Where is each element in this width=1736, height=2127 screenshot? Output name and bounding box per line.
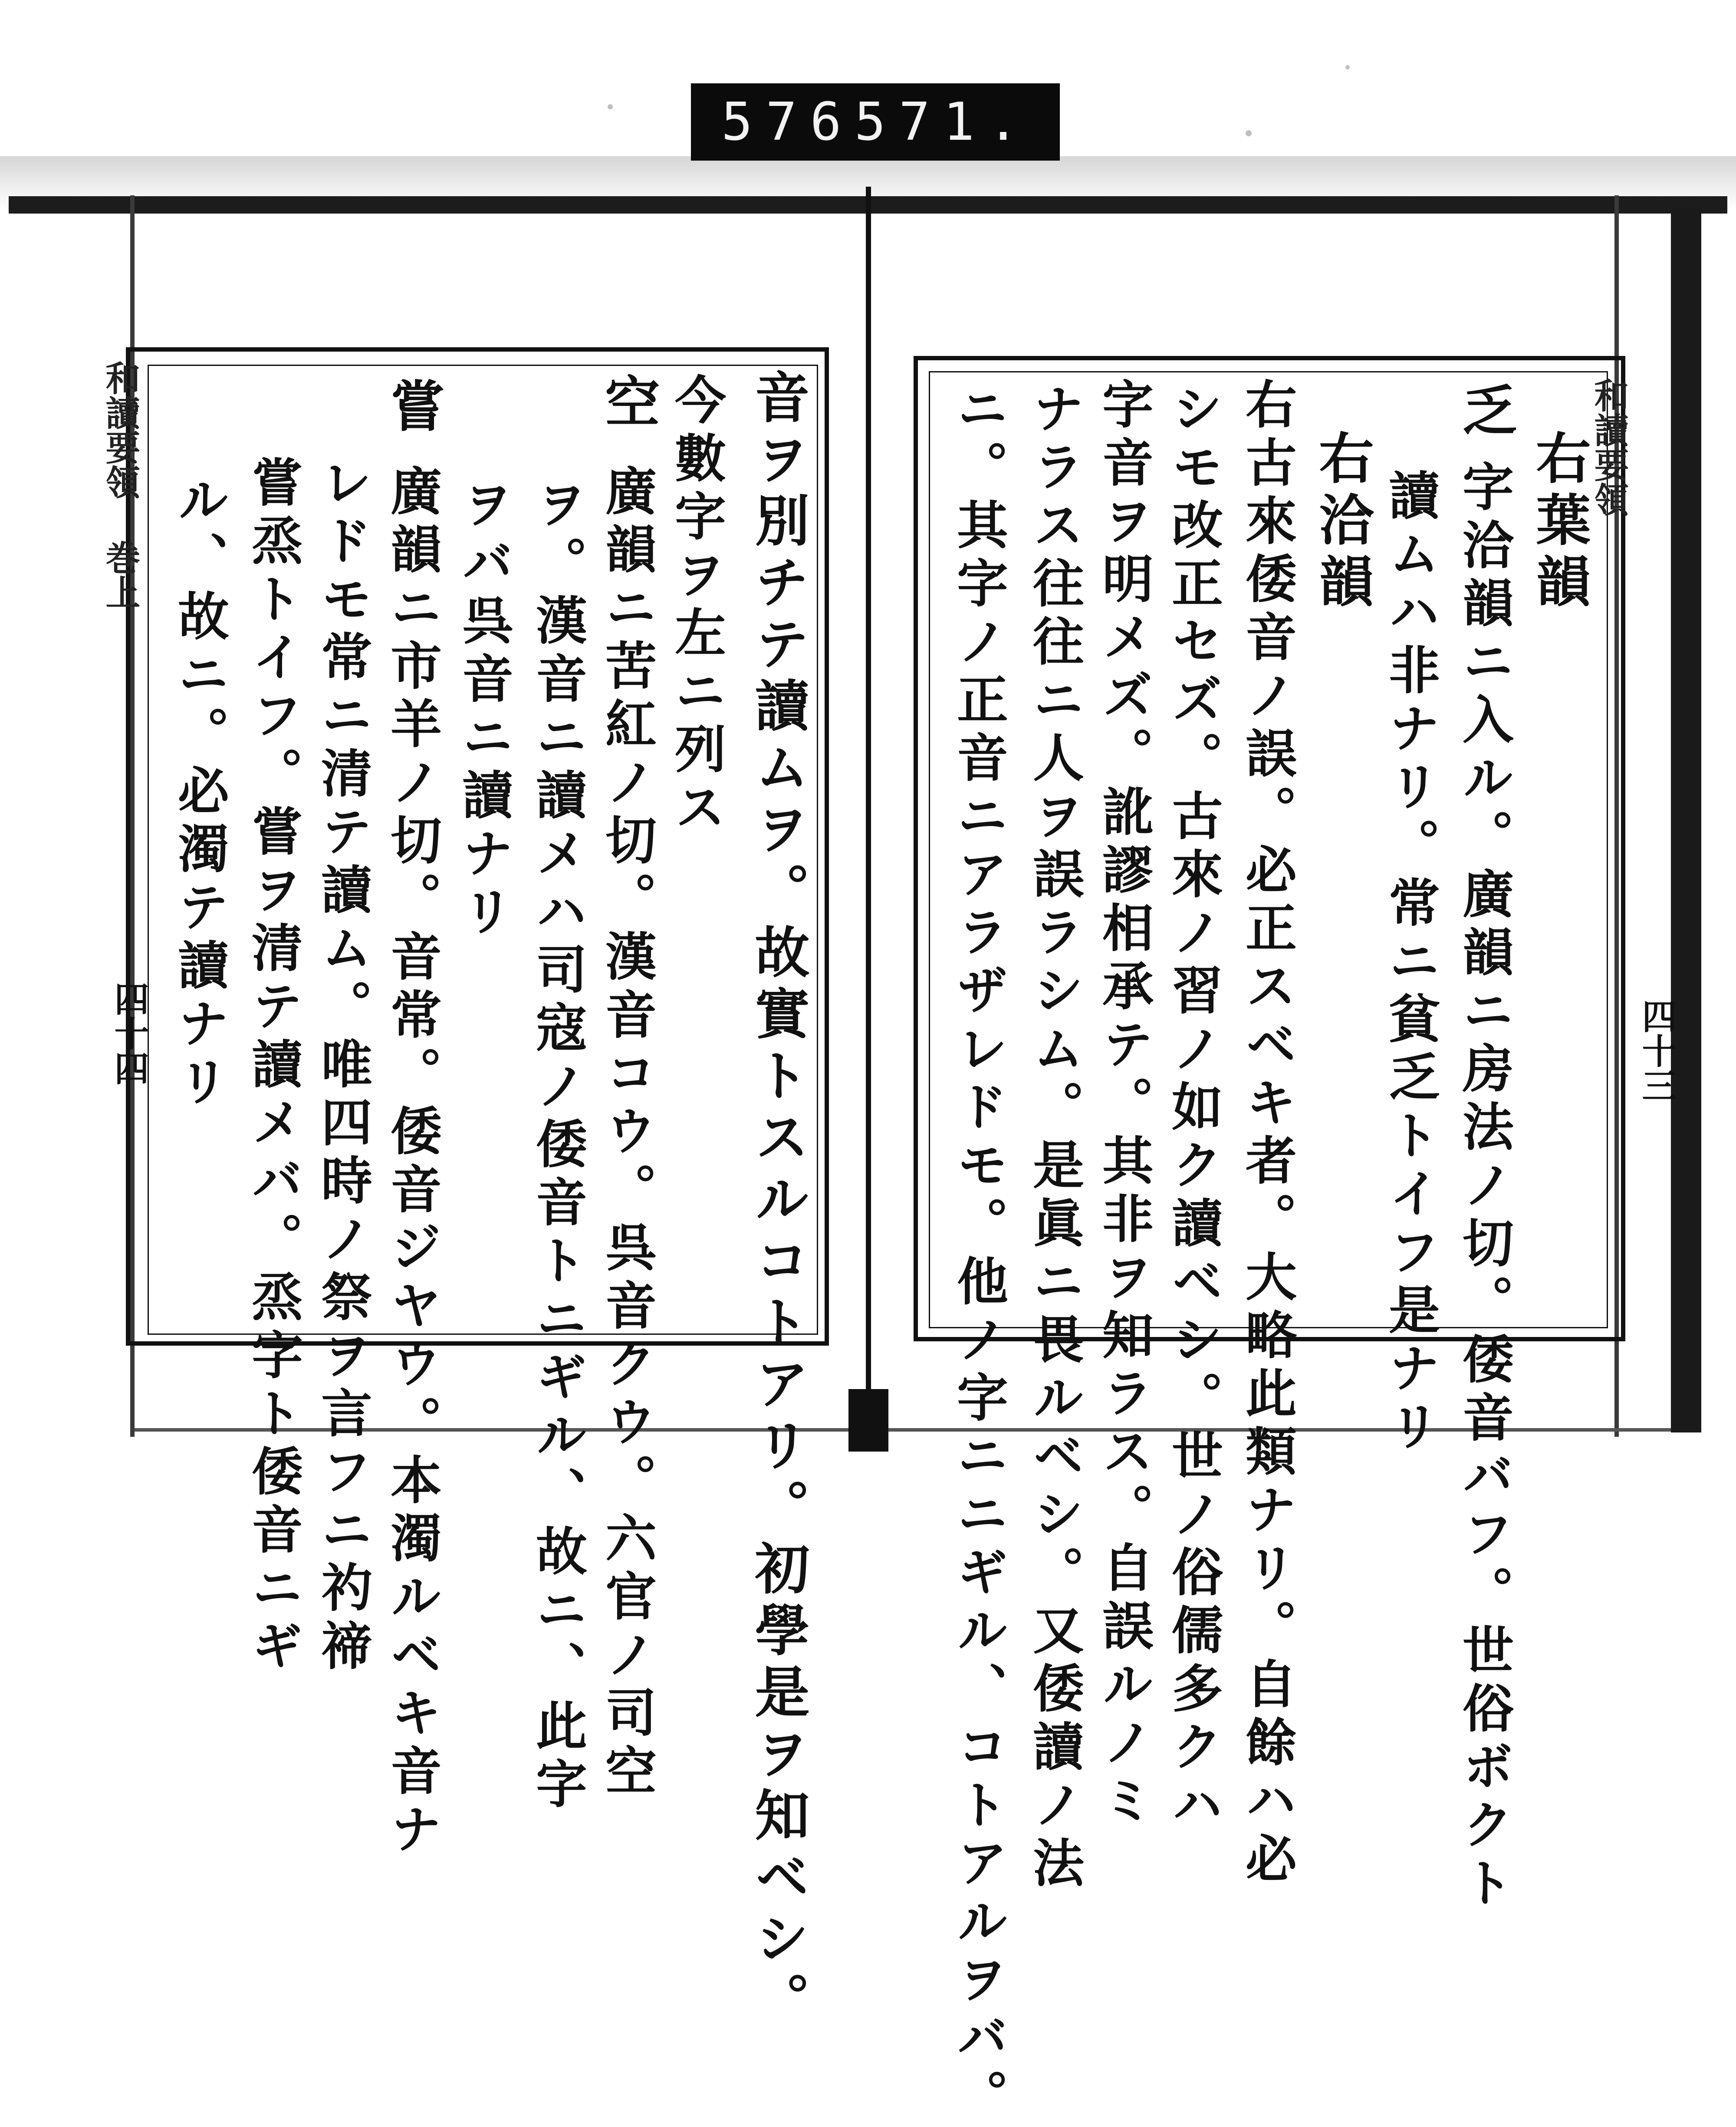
scan-speck — [608, 104, 613, 109]
right-col-5: 右洽韻 — [1310, 430, 1374, 615]
left-col-8: 廣韻ニ市羊ノ切。音常。倭音ジヤウ。本濁ルベキ音ナ — [382, 464, 442, 1860]
right-page-number: 四十三 — [1636, 998, 1677, 1103]
left-page-number: 四十四 — [108, 981, 149, 1085]
left-col-3-heading: 空 — [596, 373, 661, 435]
scan-speck — [1246, 130, 1252, 136]
left-col-6: ヲバ呉音ニ讀ナリ — [454, 477, 514, 943]
right-col-8: 字音ヲ明メズ。訛謬相承テ。其非ヲ知ラス。自誤ルノミ — [1094, 378, 1154, 1832]
left-col-9: レドモ常ニ清テ讀ム。唯四時ノ祭ヲ言フニ礿禘 — [312, 456, 373, 1677]
right-running-title: 和讀要領 — [1588, 378, 1629, 517]
scan-speck — [1345, 65, 1350, 69]
book-spine — [866, 187, 871, 1428]
archive-label — [691, 83, 1060, 161]
right-col-1: 右葉韻 — [1527, 430, 1591, 615]
left-col-2: 今數字ヲ左ニ列ス — [666, 373, 727, 839]
right-col-9: ナラス往往ニ人ヲ誤ラシム。是眞ニ畏ルベシ。又倭讀ノ法 — [1024, 382, 1085, 1894]
archive-number-left: 576 — [721, 92, 855, 152]
spine-clip — [848, 1389, 888, 1452]
left-running-title: 和讀要領 巻上 — [100, 360, 141, 609]
right-col-2-heading: 乏 — [1453, 382, 1518, 444]
right-col-10: ニ。其字ノ正音ニアラザレドモ。他ノ字ニニギル、コトアルヲバ。 — [948, 382, 1009, 2127]
right-col-6: 右古來倭音ノ誤。必正スベキ者。大略此類ナリ。自餘ハ必 — [1237, 378, 1297, 1890]
left-col-10: 嘗烝トイフ。嘗ヲ清テ讀メバ。烝字ト倭音ニギ — [243, 456, 303, 1677]
archive-number-right: 571. — [854, 92, 1032, 152]
left-col-7-heading: 嘗 — [381, 378, 446, 439]
left-col-4: 廣韻ニ苦紅ノ切。漢音コウ。呉音クウ。六官ノ司空 — [597, 464, 657, 1802]
left-col-11: ル、故ニ。必濁テ讀ナリ — [169, 473, 230, 1113]
left-col-1: 音ヲ別チテ讀ムヲ。故實トスルコトアリ。初學是ヲ知ベシ。 — [746, 369, 810, 2033]
right-col-7: シモ改正セズ。古來ノ習ノ如ク讀ベシ。世ノ俗儒多クハ — [1163, 382, 1223, 1836]
right-col-3: 字洽韻ニ入ル。廣韻ニ房法ノ切。倭音バフ。世俗ボクト — [1454, 460, 1514, 1914]
right-col-4: 讀ムハ非ナリ。常ニ貧乏トイフ是ナリ — [1380, 469, 1440, 1458]
left-col-5: ヲ。漢音ニ讀メハ司寇ノ倭音トニギル、故ニ、此字 — [527, 477, 588, 1815]
right-page-edge — [1671, 208, 1701, 1432]
